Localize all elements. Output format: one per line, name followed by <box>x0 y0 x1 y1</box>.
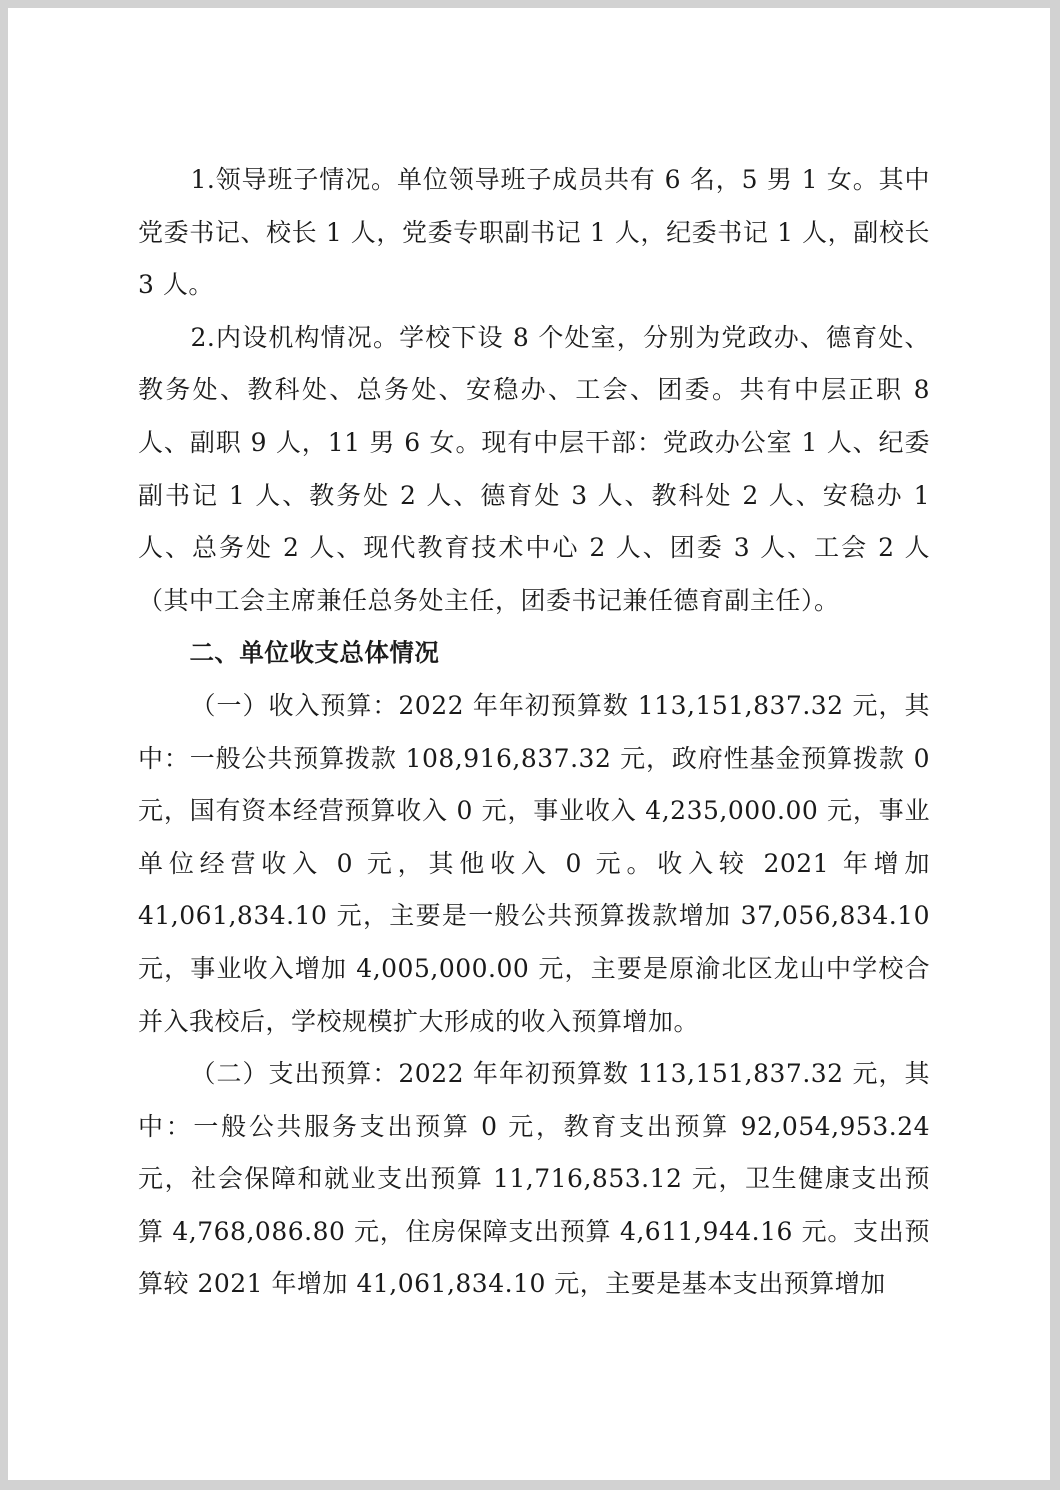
document-page <box>8 8 1050 1480</box>
paragraph-leadership: 1.领导班子情况。单位领导班子成员共有 6 名，5 男 1 女。其中党委书记、校长 1 人，党委专职副书记 1 人，纪委书记 1 人，副校长 3 人。 <box>138 165 930 300</box>
document-body <box>138 154 930 1311</box>
paragraph-expense-budget: （二）支出预算：2022 年年初预算数 113,151,837.32 元，其中：一般公共服务支出预算 0 元，教育支出预算 92,054,953.24 元，社会保障和就业支出预算 11,716,853.12 元，卫生健康支出预算 4,768,086.80 元，住房保障支出预算 4,611,944.16 元。支出预算较 2021 年增加 41,061,834.10 元，主要是基本支出预算增加 <box>138 1059 930 1299</box>
paragraph-internal-structure: 2.内设机构情况。学校下设 8 个处室，分别为党政办、德育处、教务处、教科处、总务处、安稳办、工会、团委。共有中层正职 8 人、副职 9 人，11 男 6 女。现有中层干部：党政办公室 1 人、纪委副书记 1 人、教务处 2 人、德育处 3 人、教科处 2 人、安稳办 1 人、总务处 2 人、现代教育技术中心 2 人、团委 3 人、工会 2 人（其中工会主席兼任总务处主任，团委书记兼任德育副主任）。 <box>138 322 930 615</box>
paragraph-income-budget: （一）收入预算：2022 年年初预算数 113,151,837.32 元，其中：一般公共预算拨款 108,916,837.32 元，政府性基金预算拨款 0 元，国有资本经营预算收入 0 元，事业收入 4,235,000.00 元，事业单位经营收入 0 元，其他收入 0 元。收入较 2021 年增加 41,061,834.10 元，主要是一般公共预算拨款增加 37,056,834.10 元，事业收入增加 4,005,000.00 元，主要是原渝北区龙山中学校合并入我校后，学校规模扩大形成的收入预算增加。 <box>138 690 930 1036</box>
section-heading: 二、单位收支总体情况 <box>189 638 440 668</box>
